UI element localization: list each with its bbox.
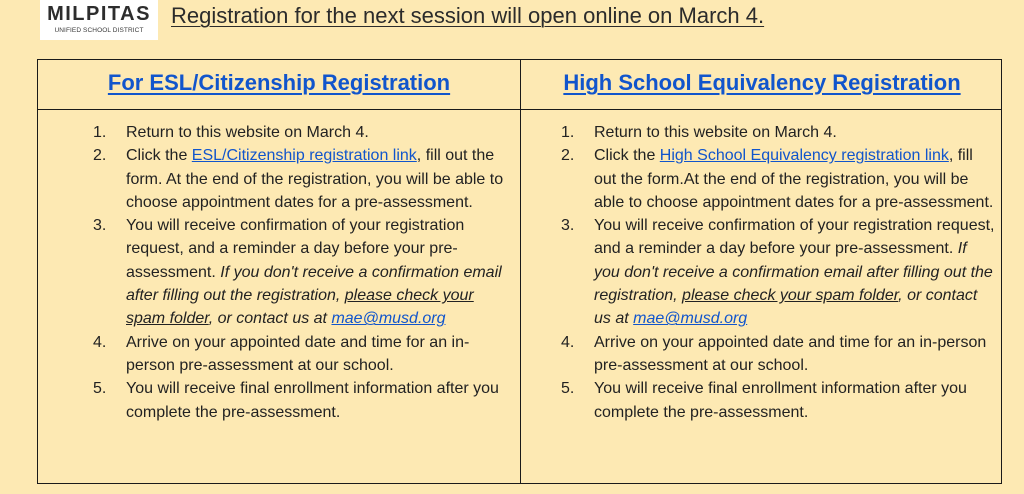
step-text: You will receive final enrollment information after you complete the pre-assessment. xyxy=(594,380,967,421)
step-item xyxy=(558,377,996,424)
column-divider xyxy=(520,60,521,483)
step-text-suffix: , fill out the form.At the end of the registration, you will be able to choose appointment dates for a pre-assessment. xyxy=(594,147,994,211)
hse-registration-link[interactable]: High School Equivalency registration link xyxy=(659,147,949,165)
hse-registration-heading-link[interactable]: High School Equivalency Registration xyxy=(563,70,961,95)
page-header xyxy=(0,0,1024,44)
contact-email-link[interactable]: mae@musd.org xyxy=(633,310,748,328)
step-text: Arrive on your appointed date and time for an in-person pre-assessment at our school. xyxy=(594,333,987,374)
step-item xyxy=(558,121,996,144)
step-text: You will receive confirmation of your registration request, and a reminder a day before your pre-assessment. xyxy=(126,217,465,281)
step-item xyxy=(90,331,510,378)
step-item xyxy=(558,214,996,330)
step-number: 1. xyxy=(93,124,107,141)
step-text: You will receive final enrollment information after you complete the pre-assessment. xyxy=(126,380,499,421)
step-number: 5. xyxy=(93,380,107,398)
registration-table xyxy=(37,59,1002,484)
step-number: 2. xyxy=(561,147,575,165)
spam-notice: If you don't receive a confirmation email after filling out the registration, xyxy=(126,263,502,305)
registration-announcement: Registration for the next session will open online on March 4. xyxy=(171,3,765,28)
logo-name: MILPITAS xyxy=(47,3,151,25)
step-number: 1. xyxy=(561,124,575,141)
step-number: 4. xyxy=(93,333,107,351)
hse-heading xyxy=(522,70,1002,100)
contact-text: , or contact us at xyxy=(594,287,978,328)
logo-subtitle: UNIFIED SCHOOL DISTRICT xyxy=(54,27,144,34)
step-number: 4. xyxy=(561,333,575,351)
step-text-suffix: , fill out the form. At the end of the registration, you will be able to choose appointment dates for a pre-assessment. xyxy=(126,147,504,211)
step-text: Return to this website on March 4. xyxy=(126,124,369,141)
step-item xyxy=(90,121,510,144)
step-item xyxy=(90,377,510,424)
step-number: 5. xyxy=(561,380,575,398)
step-item xyxy=(90,144,510,214)
step-number: 2. xyxy=(93,147,107,165)
spam-folder-note: please check your spam folder xyxy=(126,287,474,328)
step-text: Return to this website on March 4. xyxy=(594,124,837,141)
esl-registration-heading-link[interactable]: For ESL/Citizenship Registration xyxy=(107,70,451,95)
step-item xyxy=(90,214,510,330)
step-item xyxy=(558,331,996,378)
step-text-prefix: Click the xyxy=(126,147,192,165)
step-item xyxy=(558,144,996,214)
spam-folder-note: please check your spam folder xyxy=(682,287,899,305)
contact-email-link[interactable]: mae@musd.org xyxy=(331,310,446,328)
esl-registration-link[interactable]: ESL/Citizenship registration link xyxy=(191,147,417,165)
step-number: 3. xyxy=(561,217,575,235)
contact-text: , or contact us at xyxy=(208,310,332,328)
step-number: 3. xyxy=(93,217,107,235)
esl-steps-list xyxy=(90,121,510,424)
hse-steps-list xyxy=(558,121,996,424)
step-text: You will receive confirmation of your registration request, and a reminder a day before your pre-assessment. xyxy=(594,217,995,258)
esl-heading xyxy=(38,70,520,100)
spam-notice: If you don't receive a confirmation email after filling out the registration, xyxy=(594,240,993,305)
step-text: Arrive on your appointed date and time for an in-person pre-assessment at our school. xyxy=(126,333,470,374)
district-logo[interactable] xyxy=(40,0,158,40)
step-text-prefix: Click the xyxy=(594,147,660,165)
row-divider xyxy=(38,109,1001,110)
